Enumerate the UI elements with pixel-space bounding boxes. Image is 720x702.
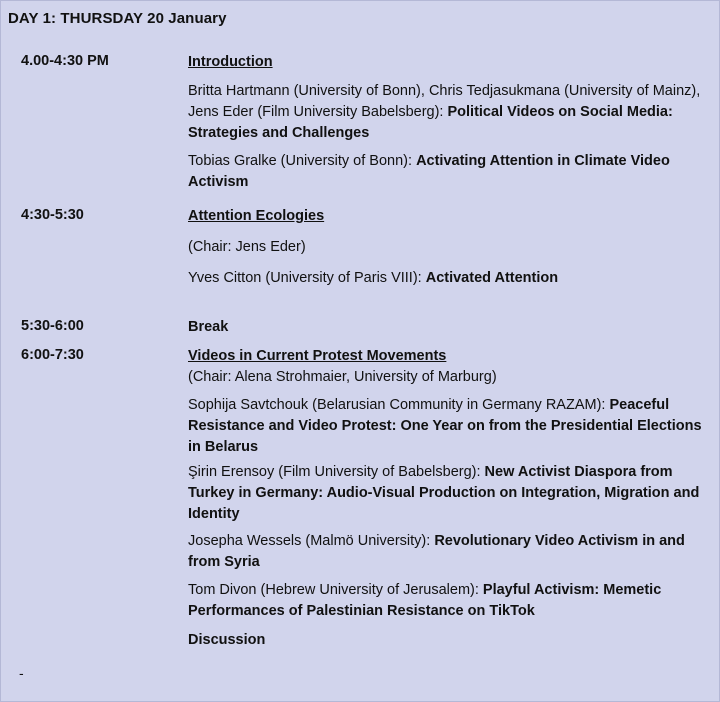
- talk-speakers: Şirin Erensoy (Film University of Babelsberg):: [188, 464, 485, 480]
- session-heading: Attention Ecologies: [188, 208, 325, 224]
- talk-entry: [188, 580, 713, 622]
- session-chair: (Chair: Alena Strohmaier, University of Marburg): [188, 369, 497, 385]
- session-heading: Videos in Current Protest Movements: [188, 348, 447, 364]
- talk-title: Activating Attention in Climate Video Activism: [188, 153, 670, 190]
- talk-speakers: Britta Hartmann (University of Bonn), Chris Tedjasukmana (University of Mainz), Jens Eder (Film University Babelsberg):: [188, 83, 701, 120]
- talk-entry: [188, 462, 713, 525]
- talk-entry: [188, 395, 713, 458]
- talk-speakers: Sophija Savtchouk (Belarusian Community in Germany RAZAM):: [188, 397, 610, 413]
- day-title: DAY 1: THURSDAY 20 January: [8, 10, 227, 27]
- session-time: 4:30-5:30: [21, 207, 84, 223]
- talk-speakers: Josepha Wessels (Malmö University):: [188, 533, 435, 549]
- talk-entry: [188, 81, 713, 144]
- session-time: 6:00-7:30: [21, 347, 84, 363]
- talk-entry: [188, 268, 713, 289]
- talk-title: Revolutionary Video Activism in and from Syria: [188, 533, 685, 570]
- talk-title: Playful Activism: Memetic Performances of Palestinian Resistance on TikTok: [188, 582, 662, 619]
- session-heading: Introduction: [188, 54, 273, 70]
- session-chair: (Chair: Jens Eder): [188, 239, 306, 255]
- talk-title: Peaceful Resistance and Video Protest: One Year on from the Presidential Elections in Belarus: [188, 397, 702, 455]
- talk-speakers: Tom Divon (Hebrew University of Jerusalem):: [188, 582, 483, 598]
- session-time: 4.00-4:30 PM: [21, 53, 109, 69]
- talk-title: New Activist Diaspora from Turkey in Germany: Audio-Visual Production on Integration, Migration and Identity: [188, 464, 700, 522]
- session-closing: Discussion: [188, 632, 266, 648]
- talk-entry: [188, 151, 713, 193]
- talk-title: Political Videos on Social Media: Strategies and Challenges: [188, 104, 673, 141]
- session-time: 5:30-6:00: [21, 318, 84, 334]
- session-heading: Break: [188, 319, 229, 335]
- footer-mark: -: [19, 665, 24, 681]
- talk-speakers: Tobias Gralke (University of Bonn):: [188, 153, 417, 169]
- talk-entry: [188, 531, 713, 573]
- talk-title: Activated Attention: [425, 270, 559, 286]
- talk-speakers: Yves Citton (University of Paris VIII):: [188, 270, 426, 286]
